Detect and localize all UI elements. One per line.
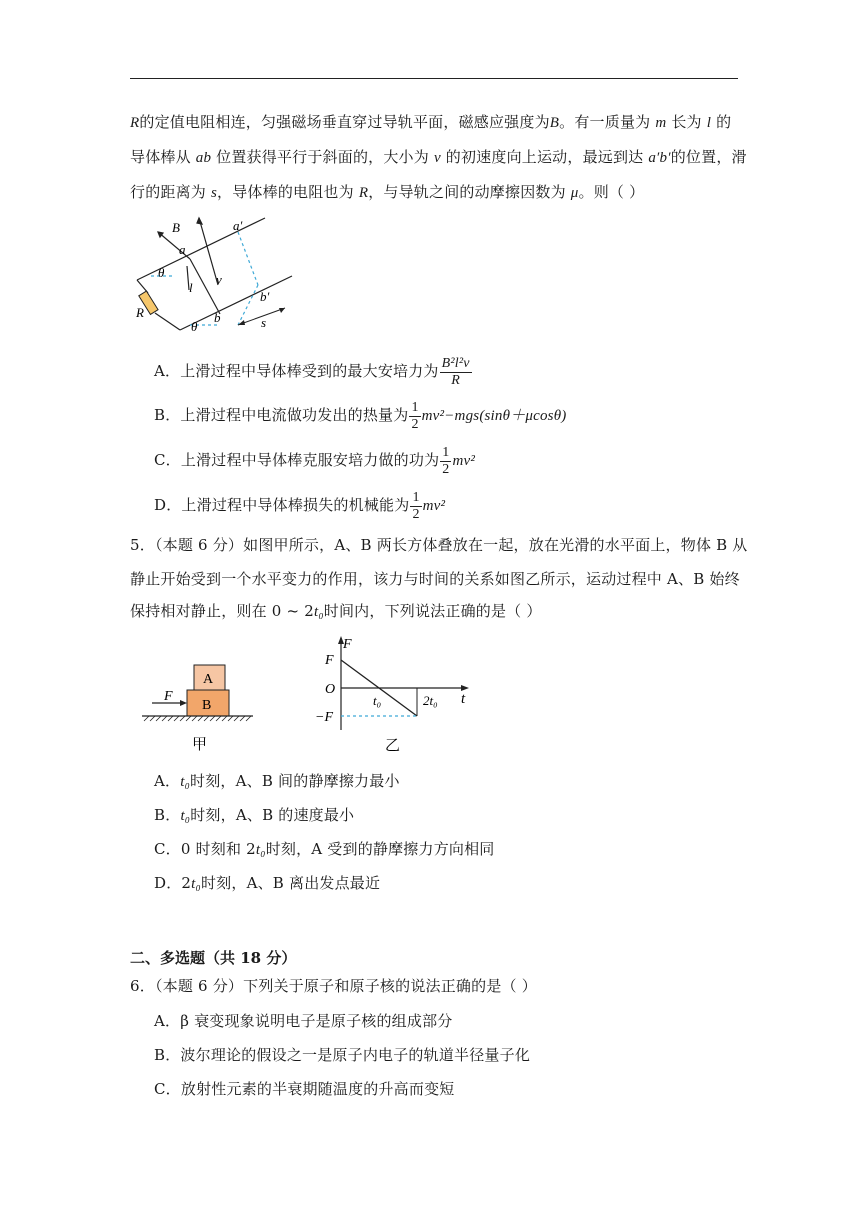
q5-figure-yi: [305, 630, 485, 755]
q4-stem-line1: R的定值电阻相连，匀强磁场垂直穿过导轨平面，磁感应强度为B。有一质量为 m 长为 l 的: [130, 113, 732, 131]
header-rule: [130, 78, 738, 79]
svg-text:l: l: [189, 280, 193, 295]
svg-text:2t₀: 2t₀: [423, 693, 438, 708]
q6-option-a[interactable]: A．β 衰变现象说明电子是原子核的组成部分: [154, 1012, 453, 1030]
q6-option-c[interactable]: C．放射性元素的半衰期随温度的升高而变短: [154, 1080, 455, 1098]
svg-text:B: B: [202, 698, 212, 713]
q6-option-b[interactable]: B．波尔理论的假设之一是原子内电子的轨道半径量子化: [154, 1046, 531, 1064]
svg-text:t₀: t₀: [373, 693, 382, 708]
svg-text:乙: 乙: [385, 738, 401, 754]
svg-text:a′: a′: [233, 218, 243, 233]
q5-option-d[interactable]: D．2t₀时刻，A、B 离出发点最近: [154, 874, 381, 892]
svg-text:B: B: [172, 220, 180, 235]
svg-text:R: R: [136, 305, 144, 320]
svg-text:b′: b′: [260, 289, 270, 304]
svg-text:O: O: [325, 682, 336, 697]
q6-stem: 6．（本题 6 分）下列关于原子和原子核的说法正确的是（ ）: [130, 977, 537, 995]
q5-figure-jia: [140, 660, 260, 755]
q4-rail-diagram: [130, 210, 310, 340]
q4-option-a[interactable]: A．上滑过程中导体棒受到的最大安培力为 $\frac{\text{B²l²v}}{R}$: [154, 355, 470, 388]
svg-text:s: s: [261, 315, 267, 330]
svg-text:A: A: [203, 672, 214, 687]
svg-text:F: F: [343, 637, 352, 652]
svg-text:b: b: [214, 310, 221, 325]
q4-option-d[interactable]: D．上滑过程中导体棒损失的机械能为 $\frac{1}{2}$ mv²: [154, 489, 446, 522]
svg-text:v: v: [216, 272, 222, 287]
q5-option-b[interactable]: B．t₀时刻，A、B 的速度最小: [154, 806, 355, 824]
q4-stem-line2: 导体棒从 ab 位置获得平行于斜面的，大小为 v 的初速度向上运动，最远到达 a′b′的位置，滑: [130, 148, 747, 166]
q5-stem-line3: 保持相对静止，则在 0 ~ 2t₀时间内，下列说法正确的是（ ）: [130, 602, 542, 620]
q4-option-b[interactable]: B．上滑过程中电流做功发出的热量为 $\frac{1}{2}$ mv²−mgs(sinθ＋μcosθ): [154, 399, 567, 432]
q5-option-c[interactable]: C．0 时刻和 2t₀时刻，A 受到的静摩擦力方向相同: [154, 840, 495, 858]
svg-text:F: F: [325, 653, 334, 668]
q4-option-c[interactable]: C．上滑过程中导体棒克服安培力做的功为 $\frac{1}{2}$ mv²: [154, 444, 476, 477]
q5-option-a[interactable]: A．t₀时刻，A、B 间的静摩擦力最小: [154, 772, 400, 790]
svg-text:−F: −F: [315, 710, 333, 725]
svg-text:θ: θ: [191, 319, 198, 334]
section-heading-multiple-choice: 二、多选题（共 18 分）: [130, 949, 297, 967]
q5-stem-line1: 5．（本题 6 分）如图甲所示，A、B 两长方体叠放在一起，放在光滑的水平面上，物体 B 从: [130, 536, 748, 554]
svg-text:甲: 甲: [192, 737, 208, 753]
svg-text:a: a: [179, 242, 186, 257]
svg-text:θ: θ: [158, 265, 165, 280]
q4-stem-line3: 行的距离为 s，导体棒的电阻也为 R，与导轨之间的动摩擦因数为 μ。则（ ）: [130, 183, 645, 201]
svg-text:t: t: [461, 691, 466, 707]
q5-stem-line2: 静止开始受到一个水平变力的作用，该力与时间的关系如图乙所示，运动过程中 A、B 始终: [130, 570, 740, 588]
svg-text:F: F: [164, 689, 173, 704]
